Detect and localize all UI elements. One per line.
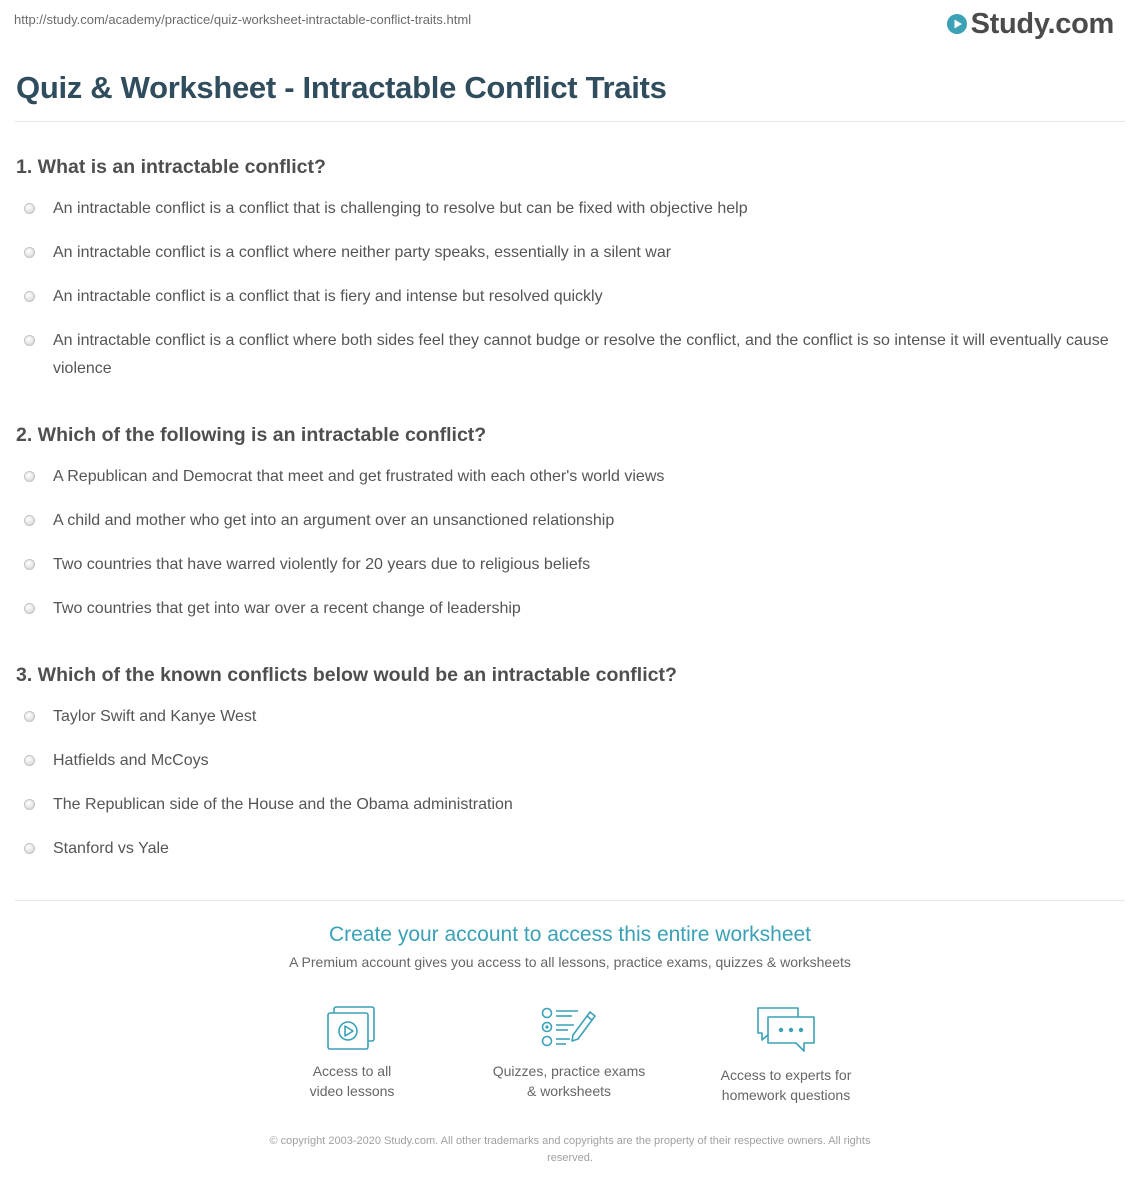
answer-text: An intractable conflict is a conflict where neither party speaks, essentially in a silent war <box>53 244 672 261</box>
answer-text: An intractable conflict is a conflict that is challenging to resolve but can be fixed with objective help <box>53 200 748 217</box>
answer-option[interactable] <box>16 507 1126 535</box>
divider <box>15 121 1125 122</box>
cta-subtitle: A Premium account gives you access to all lessons, practice exams, quizzes & worksheets <box>289 954 851 970</box>
answer-text: Stanford vs Yale <box>53 840 169 857</box>
answer-text: A child and mother who get into an argument over an unsanctioned relationship <box>53 512 615 529</box>
feature-quizzes <box>469 1005 669 1101</box>
answer-option[interactable] <box>16 195 1126 223</box>
answer-text: An intractable conflict is a conflict where both sides feel they cannot budge or resolve the conflict, and the conflict is so intense it will eventually cause violence <box>53 332 1109 377</box>
radio-button[interactable] <box>24 247 35 258</box>
answer-option[interactable] <box>16 703 1126 731</box>
answer-text: An intractable conflict is a conflict that is fiery and intense but resolved quickly <box>53 288 603 305</box>
answer-option[interactable] <box>16 551 1126 579</box>
question-title: 2. Which of the following is an intractable conflict? <box>16 424 487 446</box>
question-3 <box>16 663 1126 879</box>
answer-text: Two countries that get into war over a recent change of leadership <box>53 600 521 617</box>
page-title: Quiz & Worksheet - Intractable Conflict Traits <box>16 70 667 105</box>
divider <box>15 900 1125 901</box>
video-lessons-icon <box>326 1005 378 1051</box>
radio-button[interactable] <box>24 799 35 810</box>
radio-button[interactable] <box>24 559 35 570</box>
answer-option[interactable] <box>16 463 1126 491</box>
answer-option[interactable] <box>16 327 1126 383</box>
radio-button[interactable] <box>24 755 35 766</box>
feature-line-1: Quizzes, practice exams <box>492 1063 646 1079</box>
radio-button[interactable] <box>24 203 35 214</box>
feature-line-2: video lessons <box>309 1083 395 1099</box>
logo-text: Study.com <box>970 7 1114 40</box>
copyright-line-1: © copyright 2003-2020 Study.com. All other trademarks and copyrights are the property of their respective owners. All rights <box>269 1135 871 1147</box>
copyright-line-2: reserved. <box>547 1152 593 1164</box>
radio-button[interactable] <box>24 603 35 614</box>
feature-line-1: Access to all <box>312 1063 392 1079</box>
page-url: http://study.com/academy/practice/quiz-worksheet-intractable-conflict-traits.html <box>14 12 472 27</box>
chat-bubbles-icon <box>754 1005 818 1055</box>
question-2 <box>16 423 1126 639</box>
answer-option[interactable] <box>16 747 1126 775</box>
radio-button[interactable] <box>24 335 35 346</box>
question-1 <box>16 155 1126 399</box>
quiz-checklist-icon <box>540 1005 598 1051</box>
radio-button[interactable] <box>24 291 35 302</box>
answer-option[interactable] <box>16 595 1126 623</box>
feature-experts <box>686 1005 886 1105</box>
answer-option[interactable] <box>16 239 1126 267</box>
radio-button[interactable] <box>24 843 35 854</box>
feature-line-1: Access to experts for <box>720 1067 852 1083</box>
feature-video-lessons <box>252 1005 452 1101</box>
question-title: 1. What is an intractable conflict? <box>16 156 326 178</box>
answer-text: Hatfields and McCoys <box>53 752 209 769</box>
answer-text: The Republican side of the House and the Obama administration <box>53 796 513 813</box>
answer-text: Two countries that have warred violently for 20 years due to religious beliefs <box>53 556 591 573</box>
answer-option[interactable] <box>16 835 1126 863</box>
answer-text: Taylor Swift and Kanye West <box>53 708 257 725</box>
feature-line-2: homework questions <box>721 1087 851 1103</box>
radio-button[interactable] <box>24 471 35 482</box>
answer-option[interactable] <box>16 283 1126 311</box>
question-title: 3. Which of the known conflicts below would be an intractable conflict? <box>16 664 677 686</box>
feature-line-2: & worksheets <box>526 1083 612 1099</box>
radio-button[interactable] <box>24 515 35 526</box>
study-logo[interactable] <box>946 6 1114 42</box>
answer-option[interactable] <box>16 791 1126 819</box>
answer-text: A Republican and Democrat that meet and get frustrated with each other's world views <box>53 468 665 485</box>
copyright-footer <box>200 1133 940 1167</box>
cta-title[interactable]: Create your account to access this entire worksheet <box>328 923 812 946</box>
play-circle-icon <box>946 13 968 35</box>
radio-button[interactable] <box>24 711 35 722</box>
